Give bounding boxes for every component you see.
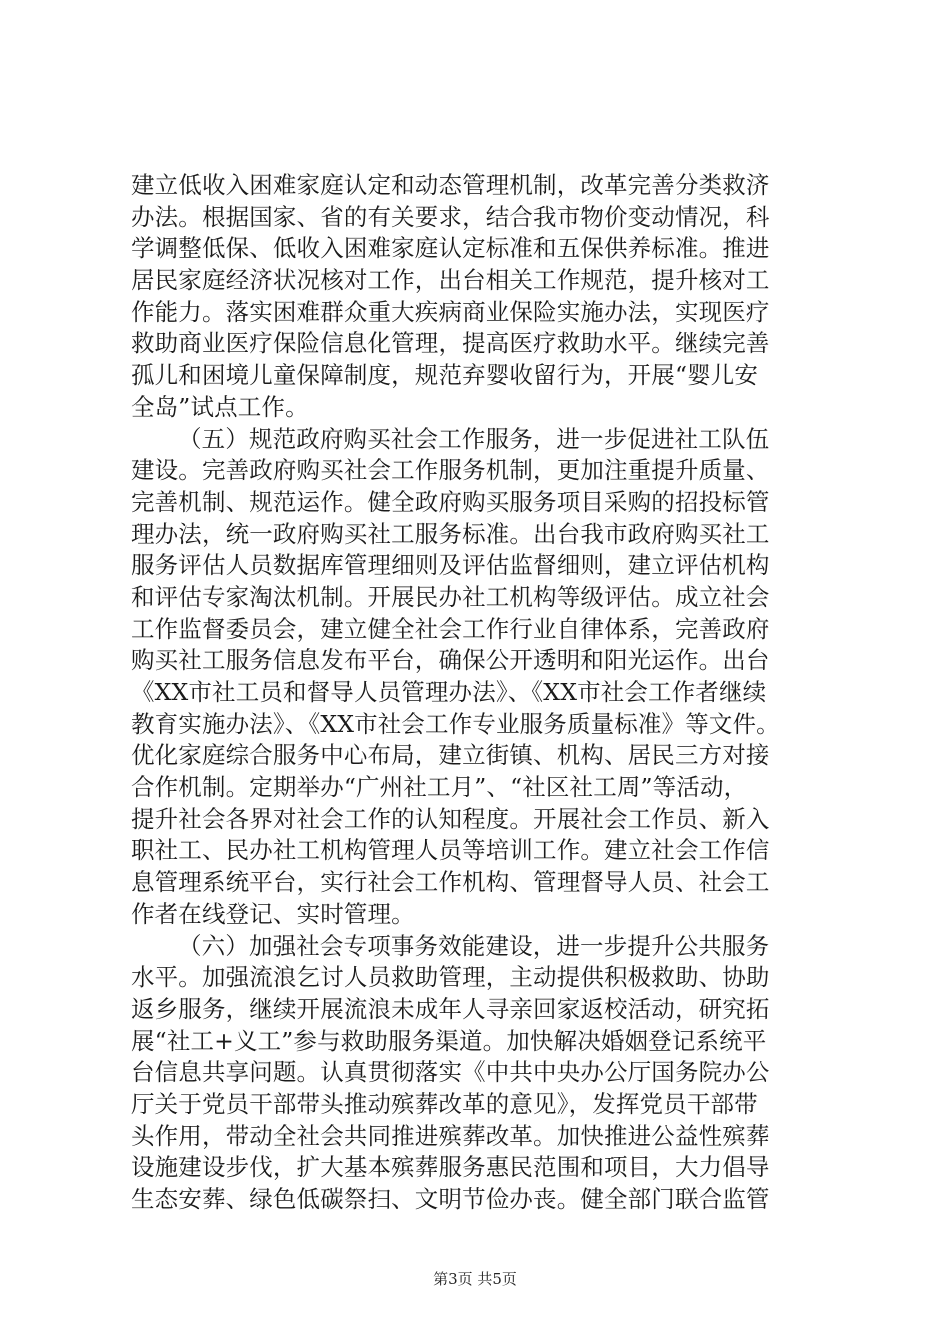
text-line: 头作用，带动全社会共同推进殡葬改革。加快推进公益性殡葬	[131, 1121, 770, 1150]
text-line: 提升社会各界对社会工作的认知程度。开展社会工作员、新入	[131, 804, 770, 833]
section-heading-line: （五）规范政府购买社会工作服务，进一步促进社工队伍	[178, 424, 770, 453]
text-line: 教育实施办法》、《XX市社会工作专业服务质量标准》等文件。	[131, 709, 780, 738]
text-line: 救助商业医疗保险信息化管理，提高医疗救助水平。继续完善	[131, 329, 770, 358]
text-line: 设施建设步伐，扩大基本殡葬服务惠民范围和项目，大力倡导	[131, 1153, 770, 1182]
text-line: 工作监督委员会，建立健全社会工作行业自律体系，完善政府	[131, 614, 770, 643]
text-line: 《XX市社工员和督导人员管理办法》、《XX市社会工作者继续	[131, 678, 767, 706]
text-line: 办法。根据国家、省的有关要求，结合我市物价变动情况，科	[131, 202, 770, 231]
text-line: 优化家庭综合服务中心布局，建立街镇、机构、居民三方对接	[131, 741, 770, 770]
text-line: 居民家庭经济状况核对工作，出台相关工作规范，提升核对工	[131, 266, 770, 295]
text-line: 服务评估人员数据库管理细则及评估监督细则，建立评估机构	[131, 551, 770, 580]
body-text	[131, 170, 831, 1216]
text-line: 合作机制。定期举办“广州社工月”、“社区社工周”等活动，	[131, 773, 748, 802]
text-line: 孤儿和困境儿童保障制度，规范弃婴收留行为，开展“婴儿安	[131, 361, 759, 390]
text-line: 职社工、民办社工机构管理人员等培训工作。建立社会工作信	[131, 836, 770, 865]
text-line: 作能力。落实困难群众重大疾病商业保险实施办法，实现医疗	[131, 297, 770, 326]
text-line: 作者在线登记、实时管理。	[131, 899, 415, 928]
text-line: 和评估专家淘汰机制。开展民办社工机构等级评估。成立社会	[131, 582, 770, 611]
text-line: 完善机制、规范运作。健全政府购买服务项目采购的招投标管	[131, 487, 770, 516]
text-line: 购买社工服务信息发布平台，确保公开透明和阳光运作。出台	[131, 646, 770, 675]
text-line: 台信息共享问题。认真贯彻落实《中共中央办公厅国务院办公	[131, 1058, 770, 1087]
text-line: 理办法，统一政府购买社工服务标准。出台我市政府购买社工	[131, 519, 770, 548]
text-line: 建立低收入困难家庭认定和动态管理机制，改革完善分类救济	[131, 171, 770, 199]
text-line: 厅关于党员干部带头推动殡葬改革的意见》，发挥党员干部带	[131, 1089, 758, 1118]
text-line: 返乡服务，继续开展流浪未成年人寻亲回家返校活动，研究拓	[131, 994, 770, 1023]
text-line: 水平。加强流浪乞讨人员救助管理，主动提供积极救助、协助	[131, 963, 770, 992]
text-line: 学调整低保、低收入困难家庭认定标准和五保供养标准。推进	[131, 234, 770, 263]
text-line: 展“社工+义工”参与救助服务渠道。加快解决婚姻登记系统平	[131, 1026, 767, 1055]
text-line: 息管理系统平台，实行社会工作机构、管理督导人员、社会工	[131, 868, 770, 897]
section-heading-line: （六）加强社会专项事务效能建设，进一步提升公共服务	[178, 931, 770, 960]
text-line: 建设。完善政府购买社会工作服务机制，更加注重提升质量、	[131, 456, 770, 485]
text-line: 全岛”试点工作。	[131, 392, 309, 421]
text-line: 生态安葬、绿色低碳祭扫、文明节俭办丧。健全部门联合监管	[131, 1185, 770, 1213]
page-number-footer: 第3页 共5页	[433, 1270, 517, 1288]
